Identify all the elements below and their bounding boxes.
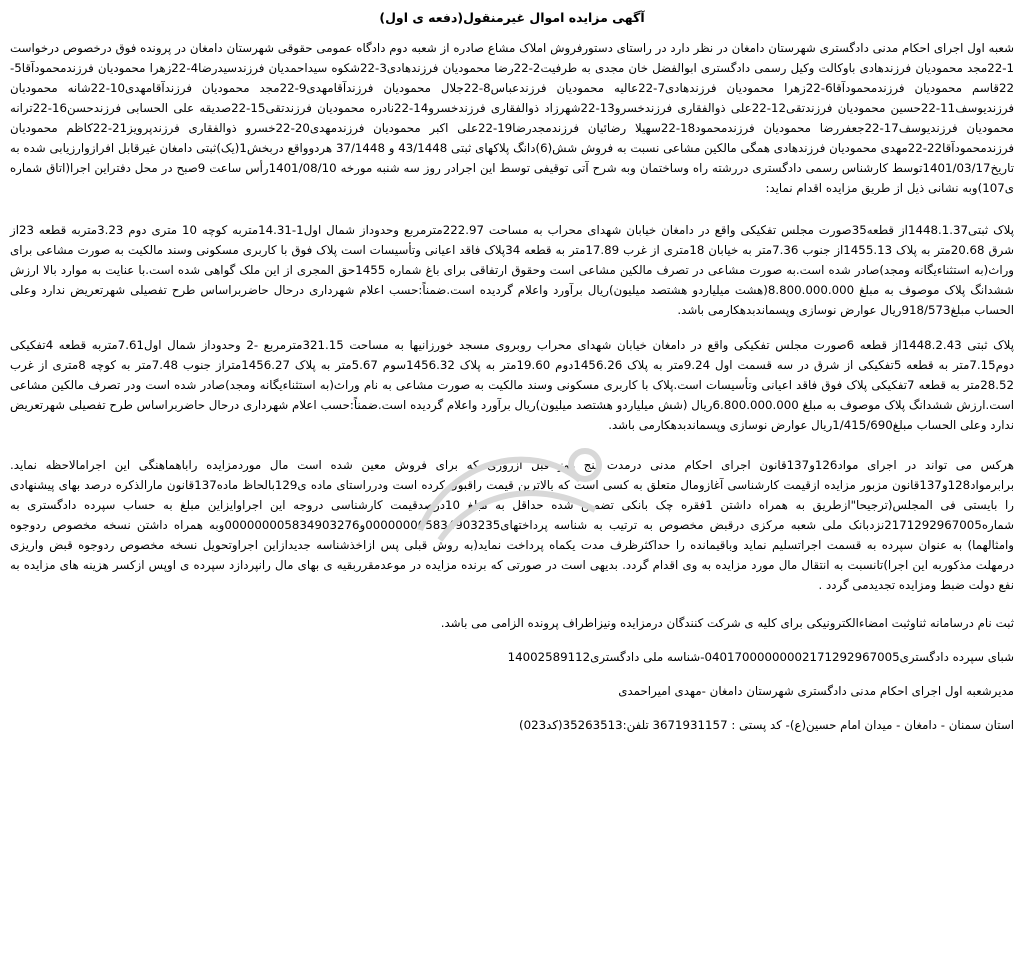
signature-line: مدیرشعبه اول اجرای احکام مدنی دادگستری شهرستان دامغان -مهدی امیراحمدی	[618, 684, 1014, 698]
registration-note: ثبت نام درسامانه ثناوثبت امضاءالکترونیکی برای کلیه ی شرکت کنندگان درمزایده ونیزاطراف پرونده الزامی می باشد.	[440, 616, 1014, 630]
lot-1-paragraph: پلاک ثبتی1448.1.37از قطعه35صورت مجلس تفکیکی واقع در دامغان خیابان شهدای محراب به مساحت 222.97مترمربع وحدوداز شمال اول1-14.31متربه کوچه 10 متری دوم 3.23متربه قطعه 23از شرق 20.68متر به پلاک 1455.13از جنوب 7.36متر به خیابان 18متری از غرب 17.89متر به قطعه 34پلاک فاقد اعیانی وتأسیسات است پلاک فوق با کاربری مسکونی وسند مالکیت به صورت مشاعی برای وراث(به استثناءیگانه ومجد)صادر شده است.به صورت مشاعی در تصرف مالکین مشاعی است وحقوق ارتفاقی برای باغ شماره 1455حق المجری از این ملک گواهی شده است.با عنایت به موارد بالا ارزش ششدانگ پلاک موصوف به مبلغ 8.800.000.000(هشت میلیاردو هشتصد میلیون)ریال برآورد واعلام گردیده است.ضمناً:حسب اعلام شهرداری درحال حاضربراساس طرح تفصیلی شهرتعریض ندارد وعلی الحساب مبلغ918/573ریال عوارض نوسازی وپسماندبدهکارمی باشد.	[10, 223, 1015, 317]
conditions-paragraph: هرکس می تواند در اجرای مواد126و137قانون اجرای احکام مدنی درمدت پنج روز قبل ازروزی که برای فروش معین شده است مال موردمزایده راباهماهنگی این اجرامالاحظه نماید. برابرمواد128و137قانون مزبور مزایده ازقیمت کارشناسی آغازومال متعلق به کسی است که بالاترین قیمت راقبول کرده است ودرراستای ماده ی129بالحاظ ماده137قانون مارالذکره درصد بهای پیشنهادی را بایستی فی المجلس(ترجیحا"ازطریق به همراه داشتن 1فقره چک بانکی تضمین شده حداقل به مبلغ 10درصدقیمت کارشناسی دروجه این اجراوایزاین مبلغ به حساب سپرده دادگستری به شماره2171292967005نزدبانک ملی شعبه مرکزی درقبض مخصوص به ترتیب به شناسه پرداختهای000000005834903235و000000005834903276وبه همراه داشتن نسخه مخصوص ردوجوه وامثالهما) به عنوان سپرده به قسمت اجراتسلیم نماید وباقیمانده را حداکثرظرف مدت یکماه پرداخت نماید(به روش قبلی پس ازاخذشناسه جدیدازاین اجراوتحویل نسخه مخصوص ردوجوه قبض واریزی درمهلت مذکوربه این اجرا)تانسبت به انتقال مال مورد مزایده به وی اقدام گردد. بدیهی است در صورتی که برنده مزایده در موعدمقرربقیه ی بهای مال رانپردازد سپرده ی اوپس ازکسر هزینه های مزایده به نفع دولت ضبط ومزایده تجدیدمی گردد .	[10, 458, 1015, 592]
lot-2-paragraph: پلاک ثبتی 1448.2.43از قطعه 6صورت مجلس تفکیکی واقع در دامغان خیابان شهدای محراب روبروی مسجد خورزانیها به مساحت 321.15مترمربع -2 وحدوداز شمال اول7.61متربه قطعه 4تفکیکی دوم7.15متر به قطعه 5تفکیکی از شرق در سه قسمت اول 9.24متر به پلاک 1456.26دوم 19.60متر به پلاک 1456.32سوم 5.67متر به پلاک 1456.27متراز جنوب 7.48متر به کوچه 8متری از غرب 28.52متر به قطعه 7تفکیکی پلاک فوق فاقد اعیانی وتأسیسات است.پلاک با کاربری مسکونی وسند مالکیت به صورت مشاعی به نام وراث(به استثناءیگانه ومجد)صادر شده است ودر تصرف مالکین مشاعی است.ارزش ششدانگ پلاک موصوف به مبلغ 6.800.000.000ریال (شش میلیاردو هشتصد میلیون)ریال برآورد واعلام گردیده است.ضمناً:حسب اعلام شهرداری درحال حاضربراساس طرح تفصیلی شهرتعریض ندارد وعلی الحساب مبلغ1/415/690ریال عوارض نوسازی وپسماندبدهکارمی باشد.	[10, 338, 1015, 432]
intro-paragraph: شعبه اول اجرای احکام مدنی دادگستری شهرستان دامغان در نظر دارد در راستای دستورفروش املاک مشاع صادره از شعبه دوم دادگاه عمومی حقوقی شهرستان دامغان در پرونده فوق درخصوص درخواست 1-22مجد محمودیان فرزندهادی باوکالت وکیل رسمی دادگستری ابوالفضل خان مجدی به طرفیت2-22رضا محمودیان فرزندهادی3-22شکوه سیداحمدیان فرزندسیدرضا4-22زهرا محمودیان فرزندمحمودآقا5-22قاسم محمودیان فرزندمحمودآقا6-22زهرا محمودیان فرزندهادی7-22عالیه محمودیان فرزندعباس8-22جلال محمودیان فرزندآقامهدی9-22مجد محمودیان فرزندآقامهدی10-22شانه محمودیان فرزندیوسف11-22حسین محمودیان فرزندتقی12-22علی ذوالفقاری فرزندخسرو13-22شهرزاد ذوالفقاری فرزندخسرو14-22نادره محمودیان فرزندتقی15-22صدیقه علی الحسابی فرزندحسن16-22ترانه محمودیان فرزندیوسف17-22جعفررضا محمودیان فرزندمحمود18-22سهیلا رضائیان فرزندمجدرضا19-22علی اکبر محمودیان فرزندمهدی20-22خسرو ذوالفقاری فرزندپرویز21-22کاظم محمودیان فرزندمحمودآقا22-22مهدی محمودیان فرزندهادی همگی مالکین مشاعی نسبت به فروش شش(6)دانگ پلاکهای ثبتی 43/1448 و 37/1448 هردوواقع دربخش1(یک)ثبتی دامغان غیرقابل افرازوارزیابی شده به تاریخ1401/03/17توسط کارشناس رسمی دادگستری دررشته راه وساختمان وبه شرح آتی توقیفی توسط این اجرادر روز سه شنبه مورخه 1401/08/10رأس ساعت 9صبح در محل دفتراین اجرا(اتاق شماره ی107)وبه نشانی ذیل از طریق مزایده اقدام نماید:	[10, 41, 1014, 195]
notice-title: آگهی مزایده اموال غیرمنقول(دفعه ی اول)	[379, 10, 645, 25]
sheba-line: شبای سپرده دادگستری04017000000002171292967005-شناسه ملی دادگستری14002589112	[507, 650, 1014, 664]
address-line: استان سمنان - دامغان - میدان امام حسین(ع)- کد پستی : 3671931157 تلفن:35263513(کد023)	[519, 718, 1014, 732]
